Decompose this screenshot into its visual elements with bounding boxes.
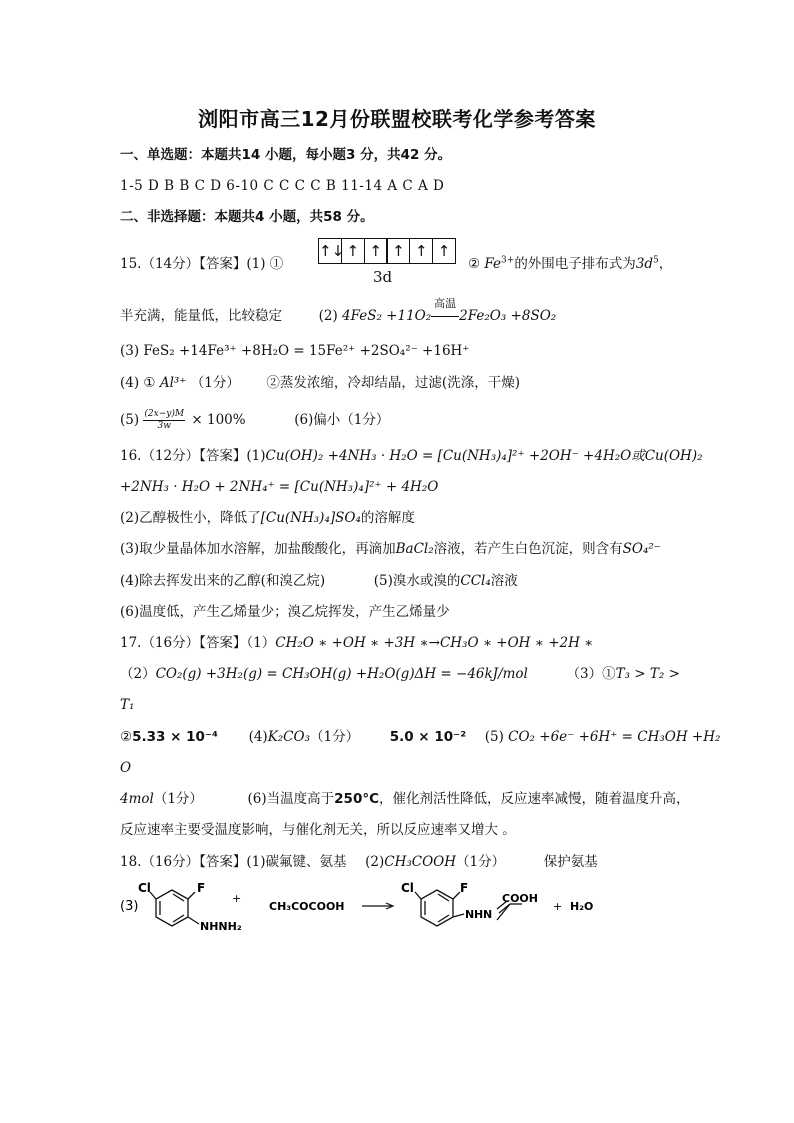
page-title: 浏阳市高三12月份联盟校联考化学参考答案	[198, 107, 596, 131]
reaction-condition	[431, 297, 459, 325]
q15-4-num: (4) ①	[120, 375, 156, 391]
q16-3-formula: BaCl₂	[395, 541, 434, 557]
q15-line2	[120, 297, 557, 325]
q16-line5	[120, 572, 518, 590]
product-cl: Cl	[401, 881, 414, 895]
orbital-box: ↑	[386, 238, 410, 264]
reaction-scheme	[0, 870, 794, 950]
electron-config: 3d	[635, 256, 654, 272]
q15-5-num: (5)	[120, 412, 140, 428]
q16-5-text: (5)溴水或溴的	[373, 573, 461, 589]
q15-eq2-right: 2Fe₂O₃ +8SO₂	[459, 308, 557, 324]
reactant-ring	[150, 890, 199, 926]
q17-3-sub: ①	[602, 666, 616, 682]
q18-2-num: (2)	[365, 854, 385, 870]
fe-charge: 3+	[501, 255, 515, 266]
electron-config-exp: 5	[653, 255, 659, 266]
q17-line1	[120, 634, 593, 652]
product-f: F	[460, 881, 469, 895]
al-ion: Al³⁺	[159, 375, 187, 391]
q17-6-text2: ，催化剂活性降低，反应速率减慢，随着温度升高，	[379, 791, 690, 807]
q15-6: (6)偏小（1分）	[294, 412, 390, 428]
q18-3-label: (3)	[120, 899, 139, 914]
q16-eq1: Cu(OH)₂ +4NH₃ · H₂O = [Cu(NH₃)₄]²⁺ +2OH⁻ +4H₂O或Cu(OH)₂	[265, 448, 703, 464]
q17-3b-value: 5.33 × 10⁻⁴	[132, 729, 218, 745]
fraction-denominator: 3w	[157, 421, 171, 431]
q17-4-score: （1分）	[310, 729, 360, 745]
q18-2-score: （1分）	[456, 854, 506, 870]
q17-3b-num: ②	[120, 729, 133, 745]
q17-2-eq: CO₂(g) +3H₂(g) = CH₃OH(g) +H₂O(g)ΔH = −46kJ/mol	[155, 666, 528, 682]
q17-mechanism: CH₂O ∗ +OH ∗ +3H ∗→CH₃O ∗ +OH ∗ +2H ∗	[275, 635, 594, 651]
reactant-f: F	[197, 881, 206, 895]
q15-5-percent: × 100%	[191, 412, 246, 428]
orbital-diagram	[318, 238, 456, 286]
reactant-pyruvic-acid: CH₃COCOOH	[269, 900, 345, 913]
reactant-hydrazine: NHNH₂	[200, 920, 242, 933]
q15-line4	[120, 374, 520, 392]
q17-5-amount: 4mol	[120, 791, 154, 807]
q17-line3: T₁	[120, 697, 135, 713]
q16-2-text: (2)乙醇极性小，降低了	[120, 510, 261, 526]
q16-prefix: 16.（12分）【答案】(1)	[120, 448, 266, 464]
q17-4-formula: K₂CO₃	[267, 729, 310, 745]
q16-line4	[120, 540, 661, 558]
q15-p2-end: ，	[658, 256, 673, 272]
product-water: H₂O	[570, 900, 594, 913]
fraction-numerator: (2x−y)M	[144, 409, 185, 419]
fe-ion: Fe	[484, 256, 502, 272]
section-2-heading: 二、非选择题：本题共4 小题，共58 分。	[120, 209, 374, 225]
orbital-label: 3d	[373, 268, 393, 286]
q15-line3: (3) FeS₂ +14Fe³⁺ +8H₂O = 15Fe²⁺ +2SO₄²⁻ +16H⁺	[120, 343, 470, 359]
q16-line3	[120, 509, 415, 527]
q17-6-text: (6)当温度高于	[247, 791, 335, 807]
orbital-box: ↑↓	[318, 238, 342, 264]
q15-prefix: 15.（14分）【答案】(1) ①	[120, 256, 284, 272]
q17-5-num: (5)	[484, 729, 504, 745]
product-cooh: COOH	[502, 892, 538, 905]
q18-prefix: 18.（16分）【答案】(1)碳氟键、氨基	[120, 854, 347, 870]
q16-line6: (6)温度低，产生乙烯量少；溴乙烷挥发，产生乙烯量少	[120, 604, 450, 620]
q15-eq2-left: 4FeS₂ +11O₂	[342, 308, 432, 324]
q16-2-end: 的溶解度	[360, 510, 415, 526]
q17-3-order: T₃ > T₂ >	[615, 666, 680, 682]
q15-4-method: ②蒸发浓缩，冷却结晶，过滤(洗涤，干燥)	[266, 375, 520, 391]
q17-line2	[120, 665, 680, 683]
q17-line5: O	[120, 760, 132, 776]
q17-line7: 反应速率主要受温度影响，与催化剂无关，所以反应速率又增大 。	[120, 822, 516, 838]
product-h: H	[474, 908, 484, 921]
orbital-box: ↑	[409, 238, 433, 264]
q15-part2	[468, 255, 672, 273]
q17-4-value: 5.0 × 10⁻²	[389, 729, 467, 745]
plus-sign: +	[232, 892, 242, 905]
q17-line4	[120, 728, 720, 746]
orbital-box: ↑	[432, 238, 456, 264]
reactant-cl: Cl	[138, 881, 151, 895]
q16-line2: +2NH₃ · H₂O + 2NH₄⁺ = [Cu(NH₃)₄]²⁺ + 4H₂O	[120, 479, 439, 495]
q18-2-formula: CH₃COOH	[384, 854, 457, 870]
orbital-box: ↑	[341, 238, 365, 264]
section-1-heading: 一、单选题：本题共14 小题，每小题3 分，共42 分。	[120, 147, 452, 163]
q15-p2-num: ②	[468, 256, 481, 272]
q17-2-num: （2）	[120, 666, 156, 682]
q17-prefix: 17.（16分）【答案】（1）	[120, 635, 276, 651]
orbital-box: ↑	[364, 238, 388, 264]
q17-5-score: （1分）	[153, 791, 203, 807]
plus-sign-2: +	[553, 900, 563, 913]
q16-line1	[120, 447, 703, 465]
q18-line1	[120, 853, 598, 871]
q15-4-score: （1分）	[190, 375, 240, 391]
q17-line6	[120, 790, 690, 808]
q16-3-text: (3)取少量晶体加水溶解，加盐酸酸化，再滴加	[120, 541, 396, 557]
product-n2: N	[483, 908, 493, 921]
q16-3-formula2: SO₄²⁻	[622, 541, 661, 557]
q15-stability: 半充满，能量低，比较稳定	[120, 308, 282, 324]
q15-p2-text: 的外围电子排布式为	[514, 256, 636, 272]
q17-4-num: (4)	[248, 729, 268, 745]
fraction	[143, 409, 185, 432]
q16-5-formula: CCl₄	[460, 573, 491, 589]
q17-6-temp: 250°C	[334, 791, 379, 807]
q17-5-eq: CO₂ +6e⁻ +6H⁺ = CH₃OH +H₂	[508, 729, 721, 745]
product-n1: N	[465, 908, 475, 921]
q15-eq2-label: (2)	[318, 308, 343, 324]
q18-2-purpose: 保护氨基	[543, 854, 598, 870]
q16-5-end: 溶液	[490, 573, 518, 589]
condition-text: 高温	[434, 297, 457, 310]
mcq-answers: 1-5 D B B C D 6-10 C C C C B 11-14 A C A D	[120, 178, 445, 194]
q16-3-text2: 溶液，若产生白色沉淀，则含有	[433, 541, 623, 557]
q15-line5	[120, 409, 389, 432]
q16-2-formula: [Cu(NH₃)₄]SO₄	[260, 510, 361, 526]
q16-4-text: (4)除去挥发出来的乙醇(和溴乙烷)	[120, 573, 326, 589]
q17-3-num: （3）	[566, 666, 603, 682]
